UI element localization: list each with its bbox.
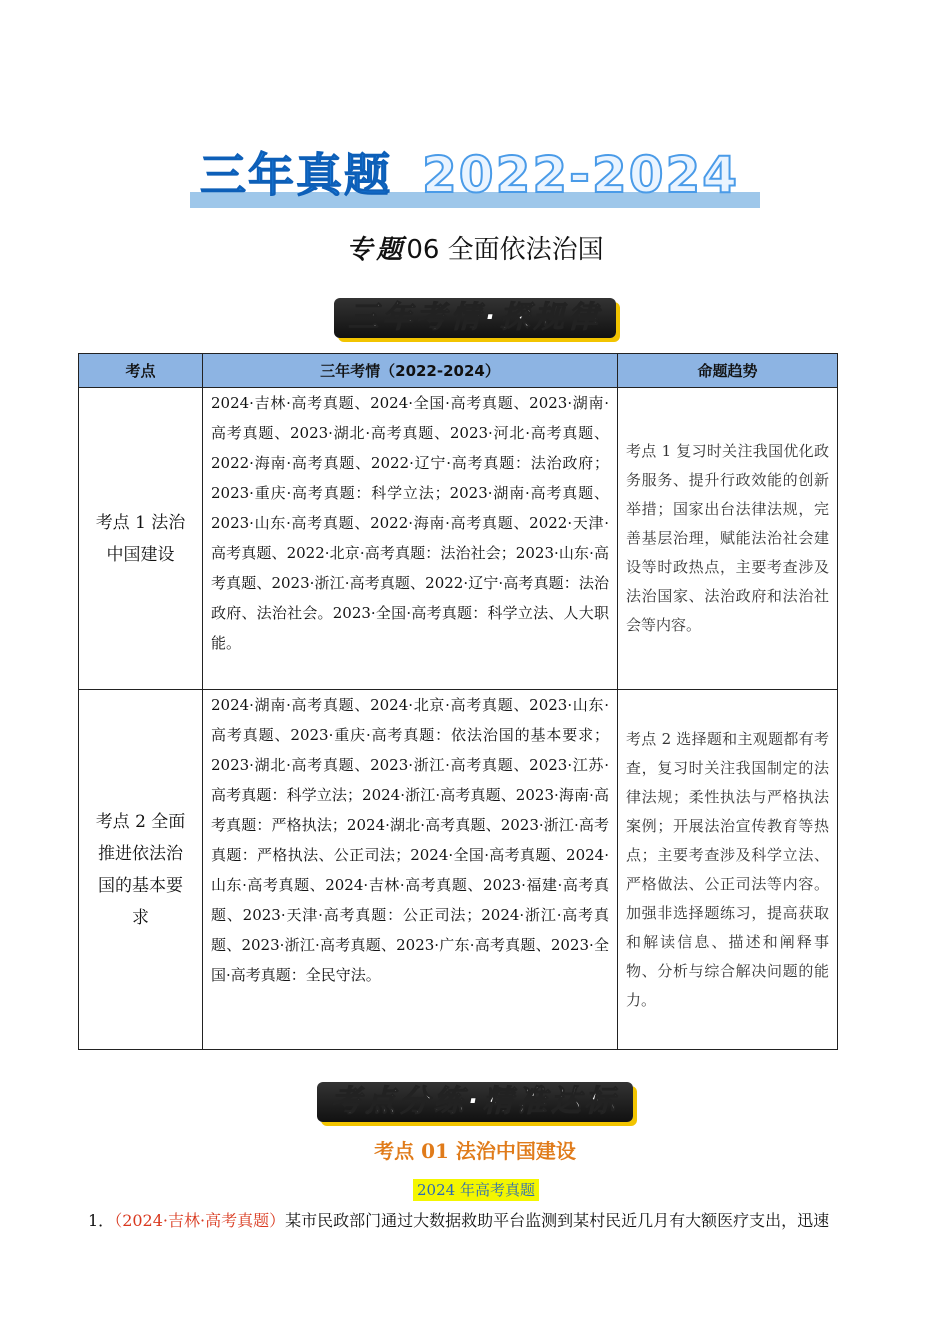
header-trend: 命题趋势 xyxy=(618,354,838,388)
exam-trend: 考点 2 选择题和主观题都有考查，复习时关注我国制定的法律法规；柔性执法与严格执法案例；开展法治宣传教育等热点；主要考查涉及科学立法、严格做法、公正司法等内容。加强非选择题练习，提高获取和解读信息、描述和阐释事物、分析与综合解决问题的能力。 xyxy=(618,690,838,1050)
ribbon-exam-trends-label: 三年考情·探规律 xyxy=(334,298,615,338)
topic-lead: 专题 xyxy=(346,235,407,265)
exam-point: 考点 2 全面推进依法治国的基本要求 xyxy=(79,690,203,1050)
banner-title: 三年真题 xyxy=(200,148,392,202)
table-row xyxy=(79,690,838,1050)
exam-point: 考点 1 法治中国建设 xyxy=(79,388,203,690)
question-source: （2024·吉林·高考真题） xyxy=(114,1211,286,1230)
topic-title xyxy=(0,232,950,268)
banner-years: 2022-2024 xyxy=(422,146,740,204)
exam-questions: 2024·吉林·高考真题、2024·全国·高考真题、2023·湖南·高考真题、2023·湖北·高考真题、2023·河北·高考真题、2022·海南·高考真题、2022·辽宁·高考真题：法治政府；2023·重庆·高考真题：科学立法；2023·湖南·高考真题、2023·山东·高考真题、2022·海南·高考真题、2022·天津·高考真题、2022·北京·高考真题：法治社会；2023·山东·高考真题、2023·浙江·高考真题、2022·辽宁·高考真题：法治政府、法治社会。2023·全国·高考真题：科学立法、人大职能。 xyxy=(203,388,618,690)
title-banner xyxy=(190,146,760,208)
question-1 xyxy=(88,1208,868,1234)
exam-trend: 考点 1 复习时关注我国优化政务服务、提升行政效能的创新举措；国家出台法律法规，完善基层治理，赋能法治社会建设等时政热点，主要考查涉及法治国家、法治政府和法治社会等内容。 xyxy=(618,388,838,690)
exam-questions: 2024·湖南·高考真题、2024·北京·高考真题、2023·山东·高考真题、2023·重庆·高考真题：依法治国的基本要求；2023·湖北·高考真题、2023·浙江·高考真题、2023·江苏·高考真题：科学立法；2024·浙江·高考真题、2023·海南·高考真题：严格执法；2024·湖北·高考真题、2023·浙江·高考真题：严格执法、公正司法；2024·全国·高考真题、2024·山东·高考真题、2024·吉林·高考真题、2023·福建·高考真题、2023·天津·高考真题：公正司法；2024·浙江·高考真题、2023·浙江·高考真题、2023·广东·高考真题、2023·全国·高考真题：全民守法。 xyxy=(203,690,618,1050)
ribbon-practice xyxy=(0,1082,950,1122)
year-tag: 2024 年高考真题 xyxy=(413,1179,539,1201)
question-number: 1． xyxy=(88,1211,115,1230)
table-header-row xyxy=(79,354,838,388)
header-point: 考点 xyxy=(79,354,203,388)
section-title: 考点 01 法治中国建设 xyxy=(374,1139,576,1163)
header-questions: 三年考情（2022-2024） xyxy=(203,354,618,388)
topic-name: 06 全面依法治国 xyxy=(406,235,604,265)
table-row xyxy=(79,388,838,690)
exam-analysis-table xyxy=(78,353,838,1050)
ribbon-exam-trends xyxy=(0,298,950,338)
question-text: 某市民政部门通过大数据救助平台监测到某村民近几月有大额医疗支出，迅速 xyxy=(285,1211,830,1230)
ribbon-practice-label: 考点分练·精准达标 xyxy=(317,1082,632,1122)
